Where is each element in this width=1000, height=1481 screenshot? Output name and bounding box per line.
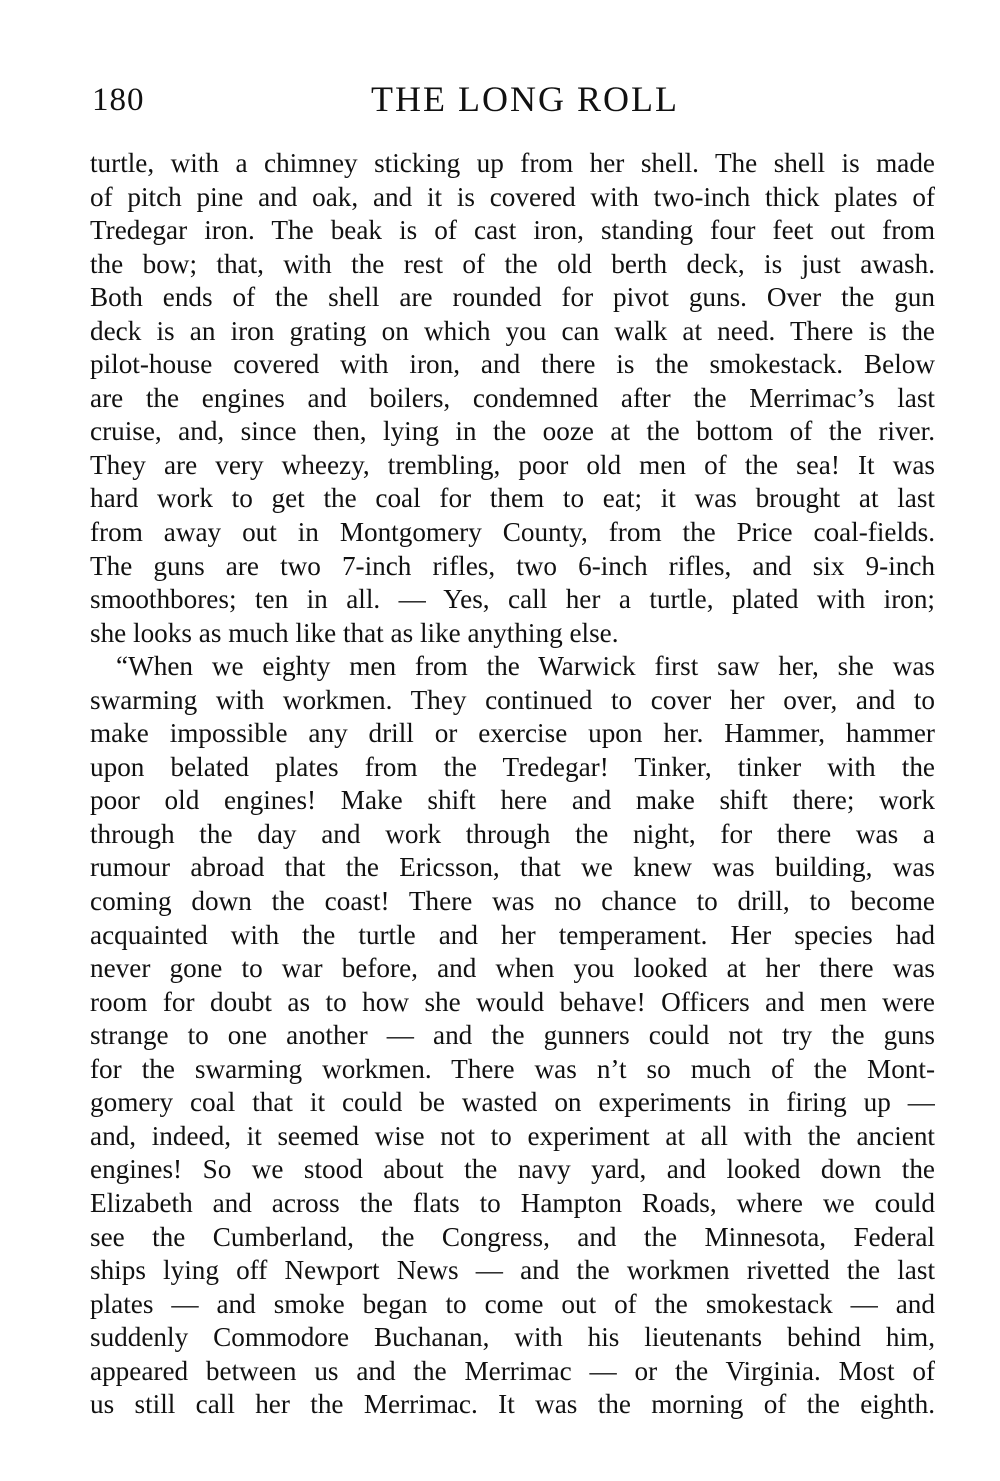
text-line: she looks as much like that as like anything else.: [90, 617, 619, 648]
text-line: for the swarming workmen. There was n’t so much of the Mont-: [90, 1053, 935, 1084]
paragraph: [90, 147, 935, 650]
body-text: [90, 147, 935, 1422]
text-line: plates — and smoke began to come out of the smokestack — and: [90, 1288, 935, 1319]
page-header: [90, 78, 940, 128]
text-line: acquainted with the turtle and her temperament. Her species had: [90, 919, 935, 950]
text-line: appeared between us and the Merrimac — or the Virginia. Most of: [90, 1355, 935, 1386]
text-line: upon belated plates from the Tredegar! Tinker, tinker with the: [90, 751, 935, 782]
text-line: swarming with workmen. They continued to cover her over, and to: [90, 684, 935, 715]
text-line: Tredegar iron. The beak is of cast iron, standing four feet out from: [90, 215, 935, 246]
text-line: engines! So we stood about the navy yard, and looked down the: [90, 1154, 935, 1185]
text-line: us still call her the Merrimac. It was the morning of the eighth.: [90, 1389, 935, 1420]
text-line: deck is an iron grating on which you can walk at need. There is the: [90, 315, 935, 346]
paragraph: [90, 650, 935, 1422]
text-line: poor old engines! Make shift here and make shift there; work: [90, 785, 935, 816]
text-line: and, indeed, it seemed wise not to experiment at all with the ancient: [90, 1120, 935, 1151]
text-line: coming down the coast! There was no chance to drill, to become: [90, 886, 935, 917]
running-title: THE LONG ROLL: [371, 79, 679, 119]
text-line: hard work to get the coal for them to eat; it was brought at last: [90, 483, 935, 514]
text-line: The guns are two 7-inch rifles, two 6-inch rifles, and six 9-inch: [90, 550, 935, 581]
text-line: rumour abroad that the Ericsson, that we knew was building, was: [90, 852, 935, 883]
text-line: see the Cumberland, the Congress, and the Minnesota, Federal: [90, 1221, 935, 1252]
text-line: Both ends of the shell are rounded for pivot guns. Over the gun: [90, 282, 935, 313]
text-line: smoothbores; ten in all. — Yes, call her a turtle, plated with iron;: [90, 584, 935, 615]
text-line: They are very wheezy, trembling, poor old men of the sea! It was: [90, 449, 935, 480]
text-line: gomery coal that it could be wasted on experiments in firing up —: [90, 1087, 935, 1118]
text-line: room for doubt as to how she would behave! Officers and men were: [90, 986, 935, 1017]
text-line: are the engines and boilers, condemned after the Merrimac’s last: [90, 382, 935, 413]
text-line: from away out in Montgomery County, from the Price coal-fields.: [90, 517, 935, 548]
text-line: turtle, with a chimney sticking up from her shell. The shell is made: [90, 148, 935, 178]
text-line: never gone to war before, and when you looked at her there was: [90, 953, 935, 984]
text-line: strange to one another — and the gunners could not try the guns: [90, 1020, 935, 1051]
text-line: pilot-house covered with iron, and there is the smokestack. Below: [90, 349, 935, 380]
text-line: cruise, and, since then, lying in the ooze at the bottom of the river.: [90, 416, 935, 447]
text-line: the bow; that, with the rest of the old berth deck, is just awash.: [90, 248, 935, 279]
text-line: of pitch pine and oak, and it is covered with two-inch thick plates of: [90, 181, 935, 212]
text-line: through the day and work through the night, for there was a: [90, 818, 935, 849]
text-line: Elizabeth and across the flats to Hampton Roads, where we could: [90, 1187, 935, 1218]
text-line: ships lying off Newport News — and the workmen rivetted the last: [90, 1255, 935, 1286]
page-number: 180: [92, 82, 145, 118]
text-line: “When we eighty men from the Warwick first saw her, she was: [116, 651, 935, 682]
text-line: suddenly Commodore Buchanan, with his lieutenants behind him,: [90, 1322, 935, 1353]
text-line: make impossible any drill or exercise upon her. Hammer, hammer: [90, 718, 935, 749]
